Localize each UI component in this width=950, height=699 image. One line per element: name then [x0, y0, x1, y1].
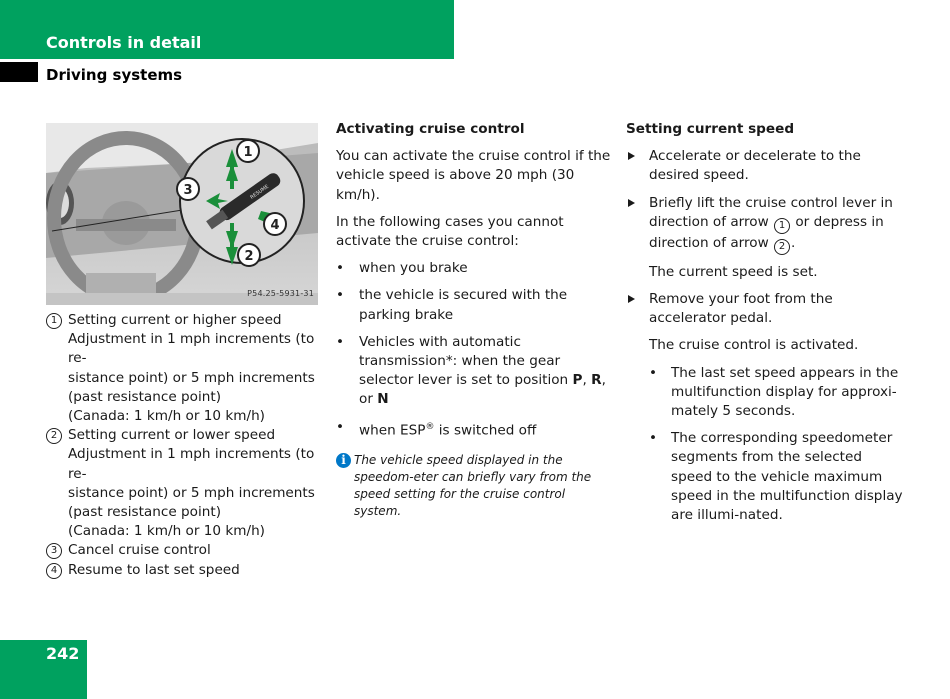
legend-line: sistance point) or 5 mph increments: [68, 484, 315, 501]
legend-line: (past resistance point): [68, 388, 221, 405]
legend-line: Setting current or higher speed: [68, 312, 282, 328]
callout-number: 2: [774, 239, 790, 255]
column-left: [46, 123, 322, 580]
step-arrow-icon: [626, 194, 649, 255]
svg-text:3: 3: [183, 183, 193, 198]
bullet-dot-icon: •: [649, 430, 658, 447]
step-item: Remove your foot from the accelerator pedal.: [626, 290, 906, 328]
legend-item: [46, 541, 322, 560]
bullet-dot-icon: •: [336, 260, 345, 277]
list-item: • Vehicles with automatic transmission*: when the gear selector lever is set to position P, R, or N: [336, 333, 614, 410]
svg-text:2: 2: [244, 249, 254, 264]
activating-heading: Activating cruise control: [336, 121, 525, 137]
svg-text:RESUME: RESUME: [249, 183, 270, 201]
page-number: 242: [46, 644, 80, 663]
section-marker: [0, 62, 38, 82]
list-item: • when you brake: [336, 259, 614, 278]
legend-line: Setting current or lower speed: [68, 427, 276, 444]
step-arrow-icon: [626, 290, 649, 328]
step-result: The cruise control is activated.: [649, 337, 859, 354]
info-note-text: The vehicle speed displayed in the speedom-eter can briefly vary from the speed setting for the cruise control system.: [354, 453, 592, 519]
setting-heading: Setting current speed: [626, 121, 795, 137]
legend-line: (Canada: 1 km/h or 10 km/h): [68, 523, 265, 540]
list-item: • The corresponding speedometer segments from the selected speed to the vehicle maximum speed in the multifunction display are illumi-nated.: [649, 429, 906, 525]
step-item: Briefly lift the cruise control lever in direction of arrow 1 or depress in direction of arrow 2 .: [626, 194, 906, 255]
bullet-dot-icon: •: [336, 287, 345, 304]
callout-number: 3: [46, 543, 62, 559]
list-item: • the vehicle is secured with the parking brake: [336, 286, 614, 324]
bullet-dot-icon: •: [649, 364, 658, 381]
activating-paragraph: You can activate the cruise control if the vehicle speed is above 20 mph (30 km/h).: [336, 148, 611, 203]
info-note: [336, 452, 614, 520]
callout-number: 1: [46, 313, 62, 329]
activating-paragraph: In the following cases you cannot activate the cruise control:: [336, 213, 564, 250]
legend-item: [46, 311, 322, 426]
legend-line: (past resistance point): [68, 504, 221, 521]
info-icon: i: [336, 453, 351, 468]
figure-code: P54.25-5931-31: [247, 288, 314, 298]
step-item: Accelerate or decelerate to the desired speed.: [626, 147, 906, 185]
bullet-dot-icon: •: [336, 333, 345, 350]
legend-line: sistance point) or 5 mph increments: [68, 369, 315, 386]
callout-number: 4: [46, 563, 62, 579]
legend-line: Resume to last set speed: [68, 561, 240, 578]
svg-text:1: 1: [243, 145, 253, 160]
legend-item: [46, 426, 322, 541]
column-middle: [336, 120, 614, 520]
bullet-dot-icon: •: [336, 418, 345, 435]
step-arrow-icon: [626, 147, 649, 185]
cockpit-illustration: [46, 123, 318, 305]
list-item: • The last set speed appears in the multifunction display for approxi-mately 5 seconds.: [649, 364, 906, 422]
figure-legend: [46, 311, 322, 580]
step-result: The current speed is set.: [649, 263, 818, 280]
chapter-title: Controls in detail: [46, 33, 202, 52]
list-item: • when ESP® is switched off: [336, 418, 614, 441]
legend-line: Adjustment in 1 mph increments (to re-: [68, 446, 315, 482]
legend-line: Adjustment in 1 mph increments (to re-: [68, 331, 315, 367]
legend-line: Cancel cruise control: [68, 542, 211, 559]
callout-number: 1: [774, 218, 790, 234]
column-right: [626, 120, 906, 533]
svg-text:4: 4: [270, 218, 280, 233]
section-title: Driving systems: [46, 66, 183, 84]
cruise-control-figure: [46, 123, 318, 305]
callout-number: 2: [46, 428, 62, 444]
legend-line: (Canada: 1 km/h or 10 km/h): [68, 408, 265, 425]
legend-item: [46, 561, 322, 580]
